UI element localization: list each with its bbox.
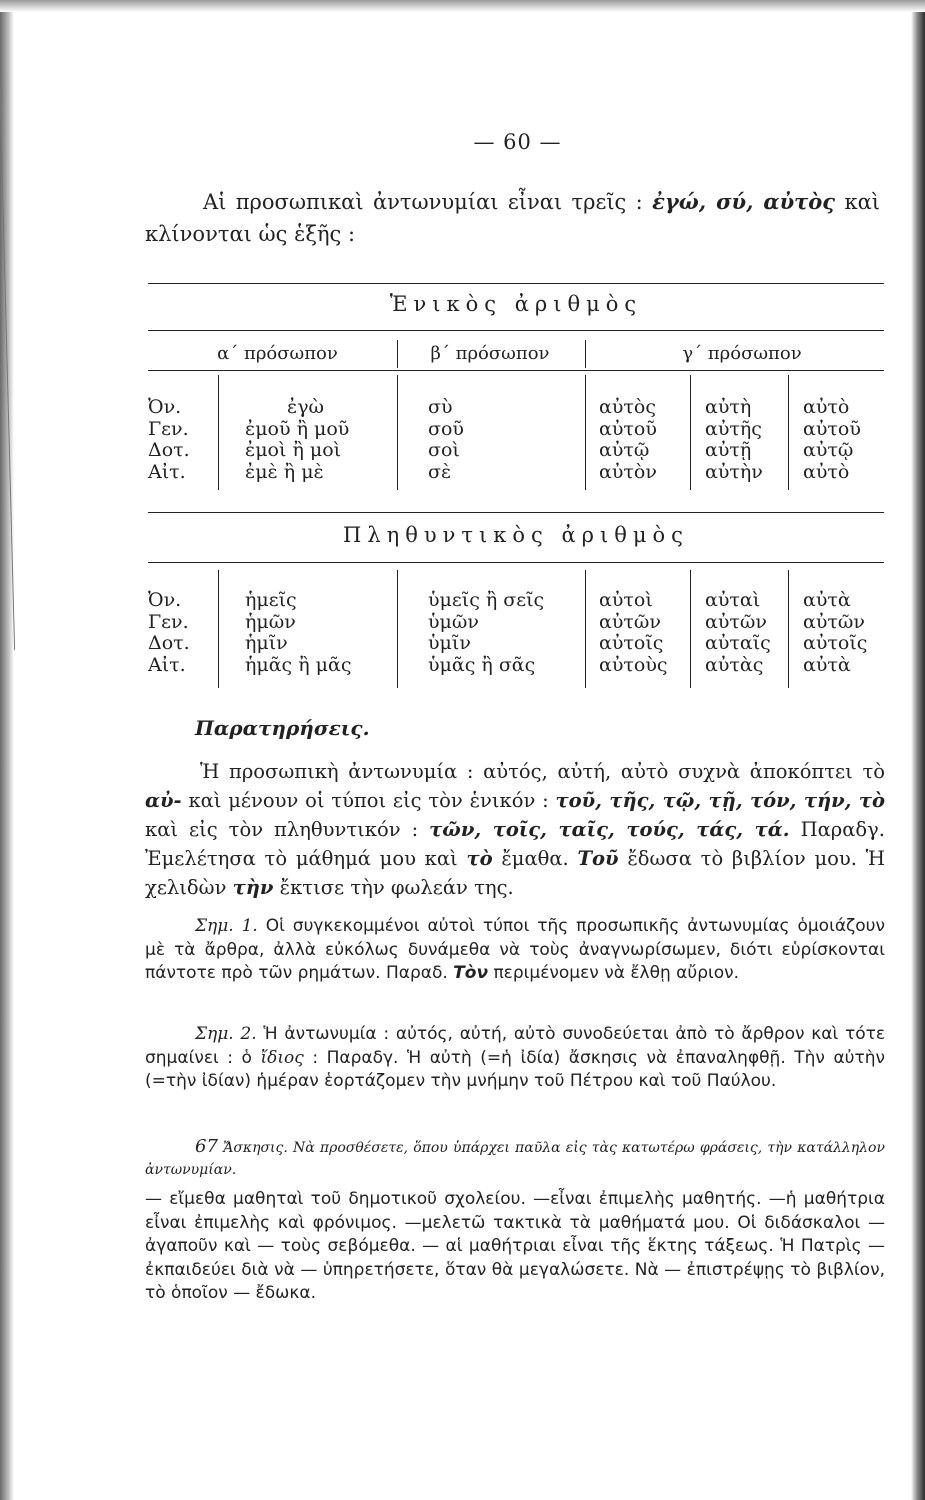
column-rule (585, 340, 586, 368)
form-cell: αὐτοῖς (803, 632, 868, 654)
intro-paragraph (145, 186, 880, 250)
form-cell: ὑμεῖς ἢ σεῖς (428, 589, 545, 611)
form-cell: ὑμᾶς ἢ σᾶς (428, 653, 536, 676)
plural-case-column (148, 590, 218, 676)
column-rule (585, 375, 586, 490)
case-label: Γεν. (148, 417, 189, 440)
plural-title: Πληθυντικὸς ἀριθμὸς (343, 523, 689, 547)
emphasis: τῶν, τοῖς, ταῖς, τούς, τάς, τά. (429, 818, 790, 841)
intro-pronouns: ἐγώ, σύ, αὐτὸς (652, 189, 836, 214)
table-rule (148, 370, 884, 371)
text-run: Παραδγ. Ἐμελέτησα τὸ μάθημά μου καὶ (145, 818, 885, 870)
form-cell: αὐτὴ (705, 396, 752, 418)
case-label: Ὀν. (148, 396, 182, 418)
form-cell: αὐταῖς (705, 632, 771, 654)
form-cell: ἡμῶν (245, 610, 296, 633)
column-rule (397, 340, 398, 368)
plural-second-person-column (428, 590, 544, 676)
form-cell: αὐτοῖς (599, 632, 664, 654)
column-rule (218, 570, 219, 688)
case-label: Ὀν. (148, 589, 182, 611)
form-cell: αὐτοὺς (599, 653, 668, 676)
form-cell: αὐτοῦ (599, 417, 657, 440)
scan-border-top (0, 0, 925, 12)
page-number: — 60 — (473, 130, 562, 154)
column-rule (397, 570, 398, 688)
note-label: Σημ. 2. (195, 1024, 257, 1044)
column-rule (218, 375, 219, 490)
column-rule (397, 375, 398, 490)
observations-title: Παρατηρήσεις. (195, 716, 370, 740)
header-second-person: β΄ πρόσωπον (430, 343, 550, 364)
table-rule (148, 512, 884, 513)
emphasis: τὸ (466, 847, 493, 870)
form-cell: αὐτὸ (803, 460, 850, 483)
form-cell: αὐτῇ (705, 439, 752, 461)
case-label: Δοτ. (148, 632, 190, 654)
exercise-instructions: Ἄσκησις. Νὰ προσθέσετε, ὅπου ὑπάρχει παῦλα εἰς τὰς κατωτέρω φράσεις, τὴν κατάλληλον ἀντωνυμίαν. (145, 1140, 885, 1178)
form-cell: αὐτὰς (705, 653, 764, 676)
text-run: ἔμαθα. (501, 847, 569, 870)
text-run: ἔκτισε τὴν φωλεάν της. (279, 876, 514, 899)
form-cell: σὺ (428, 396, 453, 418)
form-cell: αὐτῶν (803, 610, 865, 633)
plural-third-feminine-column (705, 590, 771, 676)
form-cell: ἡμᾶς ἢ μᾶς (245, 653, 352, 676)
note-label: Σημ. 1. (195, 916, 258, 936)
exercise-text: — εἴμεθα μαθηταὶ τοῦ δημοτικοῦ σχολείου. —εἶναι ἐπιμελὴς μαθητής. —ἡ μαθήτρια εἶναι ἐπιμελὴς καὶ φρόνιμος. —μελετῶ τακτικὰ τὰ μαθήματά μου. Οἱ διδάσκαλοι — ἀγαποῦν καὶ — τοὺς σεβόμεθα. — αἱ μαθήτριαι εἶναι τῆς ἕκτης τάξεως. Ἡ Πατρὶς — ἐκπαιδεύει διὰ νὰ — ὑπηρετήσετε, ὅταν θὰ μεγαλώσετε. Νὰ — ἐπιστρέψῃς τὸ βιβλίον, τὸ ὁποῖον — ἔδωκα. (145, 1189, 885, 1303)
text-run: περιμένομεν νὰ ἔλθῃ αὔριον. (493, 963, 740, 983)
emphasis: τοῦ, τῆς, τῷ, τῇ, τόν, τήν, τὸ (555, 789, 885, 812)
emphasis: τὴν (232, 876, 274, 899)
singular-title: Ἑνικὸς ἀριθμὸς (389, 292, 643, 316)
plural-third-neuter-column (803, 590, 867, 676)
exercise-heading (145, 1136, 885, 1181)
form-cell: σὲ (428, 460, 452, 483)
form-cell: ἐμοῦ ἢ μοῦ (245, 417, 350, 440)
emphasis: ἴδιος (260, 1047, 304, 1068)
observation-paragraph (145, 757, 885, 902)
column-rule (788, 570, 789, 688)
form-cell: ἡμεῖς (245, 589, 297, 611)
intro-tail: καὶ κλίνονται ὡς ἑξῆς : (145, 190, 881, 246)
column-rule (690, 570, 691, 688)
table-rule (148, 330, 884, 331)
form-cell: αὐτὸ (803, 396, 850, 418)
form-cell: αὐτῆς (705, 417, 762, 440)
text-run: Ἡ προσωπικὴ ἀντωνυμία : αὐτός, αὐτή, αὐτὸ συχνὰ ἀποκόπτει τὸ (200, 760, 885, 783)
case-label: Δοτ. (148, 439, 190, 461)
header-first-person: α΄ πρόσωπον (217, 343, 338, 364)
text-run: Ἡ ἀντωνυμία : αὐτός, αὐτή, αὐτὸ συνοδεύεται ἀπὸ τὸ ἄρθρον καὶ τότε σημαίνει : ὁ (145, 1024, 886, 1068)
text-run: καὶ εἰς τὸν πληθυντικόν : (145, 818, 419, 841)
form-cell: ἐγὼ (287, 396, 325, 418)
form-cell: ὑμῶν (428, 610, 479, 633)
case-label: Γεν. (148, 610, 189, 633)
form-cell: αὐτὸν (599, 460, 657, 483)
emphasis: Τοῦ (577, 847, 619, 870)
form-cell: αὐταὶ (705, 589, 761, 611)
form-cell: ἡμῖν (245, 632, 288, 654)
text-run: καὶ μένουν οἱ τύποι εἰς τὸν ἑνικόν : (188, 789, 549, 812)
form-cell: σοὶ (428, 439, 460, 461)
column-rule (788, 375, 789, 490)
form-cell: αὐτῶν (599, 610, 661, 633)
text-run: ἔδωσα τὸ βιβλίον μου. Ἡ χελιδὼν (145, 847, 886, 899)
form-cell: αὐτῶν (705, 610, 767, 633)
form-cell: αὐτὰ (803, 653, 851, 676)
singular-third-neuter-column (803, 397, 861, 483)
emphasis: αὐ- (145, 789, 182, 812)
singular-second-person-column (428, 397, 464, 483)
plural-third-masculine-column (599, 590, 668, 676)
form-cell: σοῦ (428, 417, 464, 440)
column-rule (585, 570, 586, 688)
form-cell: αὐτῷ (803, 439, 854, 461)
note-1 (145, 915, 885, 986)
table-rule (148, 562, 884, 563)
form-cell: αὐτοῦ (803, 417, 861, 440)
plural-first-person-column (245, 590, 352, 676)
note-2 (145, 1023, 885, 1094)
header-third-person: γ΄ πρόσωπον (682, 343, 802, 364)
table-rule (148, 283, 884, 284)
form-cell: αὐτὸς (599, 396, 656, 418)
exercise-number: 67 (195, 1136, 218, 1157)
form-cell: αὐτὰ (803, 589, 851, 611)
form-cell: ὑμῖν (428, 632, 471, 654)
singular-third-feminine-column (705, 397, 763, 483)
text-run: : Παραδγ. Ἡ αὐτὴ (=ἡ ἰδία) ἄσκησις νὰ ἐπαναληφθῇ. Τὴν αὐτὴν (=τὴν ἰδίαν) ἡμέραν ἑορτάζομεν τὴν μνήμην τοῦ Πέτρου καὶ τοῦ Παύλου. (145, 1047, 885, 1091)
form-cell: αὐτὴν (705, 460, 763, 483)
emphasis: Τὸν (453, 963, 489, 983)
text-run: Οἱ συγκεκομμένοι αὐτοὶ τύποι τῆς προσωπικῆς ἀντωνυμίας ὁμοιάζουν μὲ τὰ ἄρθρα, ἀλλὰ εὐκόλως δυνάμεθα νὰ τοὺς ἀναγνωρίσωμεν, διότι εὑρίσκονται πάντοτε πρὸ τῶν ρημάτων. Παραδ. (145, 916, 886, 983)
case-label: Αἰτ. (148, 460, 186, 483)
form-cell: ἐμὲ ἢ μὲ (245, 460, 324, 483)
form-cell: αὐτῷ (599, 439, 650, 461)
form-cell: αὐτοὶ (599, 589, 653, 611)
singular-third-masculine-column (599, 397, 657, 483)
case-label: Αἰτ. (148, 653, 186, 676)
singular-case-column (148, 397, 218, 483)
scan-border-right (911, 0, 925, 1500)
form-cell: ἐμοὶ ἢ μοὶ (245, 439, 342, 461)
singular-first-person-column (245, 397, 349, 483)
intro-text: Αἱ προσωπικαὶ ἀντωνυμίαι εἶναι τρεῖς : (203, 190, 643, 214)
column-rule (690, 375, 691, 490)
